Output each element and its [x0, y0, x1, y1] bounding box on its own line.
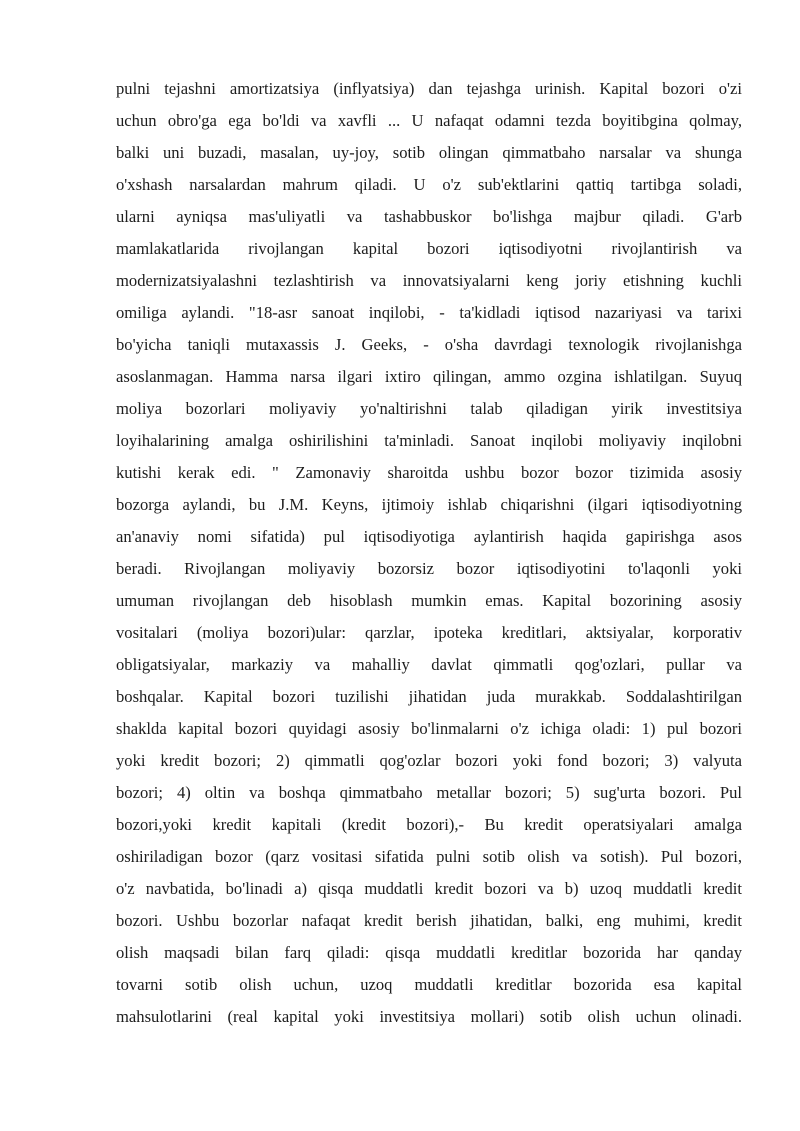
body-text: [116, 73, 742, 1033]
text-line: an'anaviy nomi sifatida) pul iqtisodiyotiga aylantirish haqida gapirishga asos: [116, 527, 742, 546]
text-line: bozori. Ushbu bozorlar nafaqat kredit berish jihatidan, balki, eng muhimi, kredit: [116, 911, 742, 930]
text-line: olish maqsadi bilan farq qiladi: qisqa muddatli kreditlar bozorida har qanday: [116, 943, 742, 962]
text-line: bo'yicha taniqli mutaxassis J. Geeks, - o'sha davrdagi texnologik rivojlanishga: [116, 335, 742, 354]
text-line: moliya bozorlari moliyaviy yo'naltirishni talab qiladigan yirik investitsiya: [116, 399, 742, 418]
text-line: balki uni buzadi, masalan, uy-joy, sotib olingan qimmatbaho narsalar va shunga: [116, 143, 742, 162]
text-line: ularni ayniqsa mas'uliyatli va tashabbuskor bo'lishga majbur qiladi. G'arb: [116, 207, 742, 226]
text-line: beradi. Rivojlangan moliyaviy bozorsiz bozor iqtisodiyotini to'laqonli yoki: [116, 559, 742, 578]
text-line: mamlakatlarida rivojlangan kapital bozori iqtisodiyotni rivojlantirish va: [116, 239, 742, 258]
text-line: pulni tejashni amortizatsiya (inflyatsiya) dan tejashga urinish. Kapital bozori o'zi: [116, 79, 742, 98]
text-line: asoslanmagan. Hamma narsa ilgari ixtiro qilingan, ammo ozgina ishlatilgan. Suyuq: [116, 367, 742, 386]
text-line: mahsulotlarini (real kapital yoki investitsiya mollari) sotib olish uchun olinadi.: [116, 1007, 742, 1026]
text-line: oshiriladigan bozor (qarz vositasi sifatida pulni sotib olish va sotish). Pul bozori,: [116, 847, 742, 866]
text-line: o'xshash narsalardan mahrum qiladi. U o'z sub'ektlarini qattiq tartibga soladi,: [116, 175, 742, 194]
text-line: bozori; 4) oltin va boshqa qimmatbaho metallar bozori; 5) sug'urta bozori. Pul: [116, 783, 742, 802]
text-line: umuman rivojlangan deb hisoblash mumkin emas. Kapital bozorining asosiy: [116, 591, 742, 610]
text-line: uchun obro'ga ega bo'ldi va xavfli ... U nafaqat odamni tezda boyitibgina qolmay,: [116, 111, 742, 130]
text-line: vositalari (moliya bozori)ular: qarzlar, ipoteka kreditlari, aktsiyalar, korporativ: [116, 623, 742, 642]
text-line: tovarni sotib olish uchun, uzoq muddatli kreditlar bozorida esa kapital: [116, 975, 742, 994]
text-line: yoki kredit bozori; 2) qimmatli qog'ozlar bozori yoki fond bozori; 3) valyuta: [116, 751, 742, 770]
text-line: loyihalarining amalga oshirilishini ta'minladi. Sanoat inqilobi moliyaviy inqilobni: [116, 431, 742, 450]
text-line: boshqalar. Kapital bozori tuzilishi jihatidan juda murakkab. Soddalashtirilgan: [116, 687, 742, 706]
text-line: o'z navbatida, bo'linadi a) qisqa muddatli kredit bozori va b) uzoq muddatli kredit: [116, 879, 742, 898]
text-line: bozorga aylandi, bu J.M. Keyns, ijtimoiy ishlab chiqarishni (ilgari iqtisodiyotning: [116, 495, 742, 514]
text-line: modernizatsiyalashni tezlashtirish va innovatsiyalarni keng joriy etishning kuchli: [116, 271, 742, 290]
text-line: bozori,yoki kredit kapitali (kredit bozori),- Bu kredit operatsiyalari amalga: [116, 815, 742, 834]
text-line: omiliga aylandi. "18-asr sanoat inqilobi, - ta'kidladi iqtisod nazariyasi va tarixi: [116, 303, 742, 322]
text-line: obligatsiyalar, markaziy va mahalliy davlat qimmatli qog'ozlari, pullar va: [116, 655, 742, 674]
text-line: kutishi kerak edi. " Zamonaviy sharoitda ushbu bozor bozor tizimida asosiy: [116, 463, 742, 482]
text-line: shaklda kapital bozori quyidagi asosiy bo'linmalarni o'z ichiga oladi: 1) pul bozori: [116, 719, 742, 738]
